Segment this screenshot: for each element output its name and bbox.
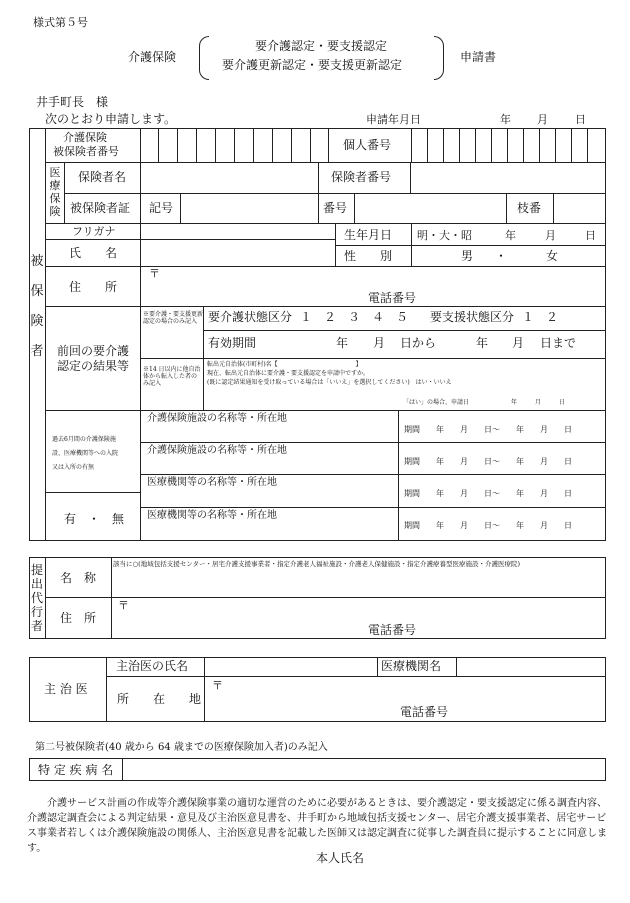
- medical-side-label: 医療保険: [49, 166, 61, 218]
- name-label: 氏 名: [69, 246, 118, 260]
- left-brace: [199, 36, 209, 80]
- date-year: 年: [500, 113, 511, 126]
- validity-until-year: 年: [476, 336, 489, 350]
- validity-from-year: 年: [336, 336, 349, 350]
- facility-row-1-field[interactable]: [141, 426, 397, 441]
- agent-phone-label: 電話番号: [368, 623, 417, 637]
- support-level-label: 要支援状態区分: [430, 310, 515, 324]
- doctor-name-field[interactable]: [205, 658, 376, 675]
- postal-mark: 〒: [149, 267, 160, 280]
- secondary-note: 第二号被保険者(40 歳から 64 歳までの医療保険加入者)のみ記入: [35, 742, 328, 753]
- signature-label: 本人氏名: [316, 851, 365, 865]
- transfer-line-2: 現在、転出元自治体に要介護・要支援認定を申請中ですか。: [207, 370, 370, 377]
- validity-label: 有効期間: [208, 336, 257, 350]
- number-label: 番号: [323, 201, 348, 215]
- agent-name-note[interactable]: 該当に○(地域包括支援センター・居宅介護支援事業者・指定介護老人福祉施設・介護老人保健施設・指定介護療養型医療施設・介護医療院): [113, 560, 520, 568]
- insurer-name-field[interactable]: [141, 163, 317, 192]
- branch-field[interactable]: [554, 194, 605, 222]
- institution-label: 医療機関名: [381, 659, 442, 673]
- validity-from: 日から: [400, 336, 437, 350]
- renewal-note: ※要介護・要支援更新認定の場合のみ記入: [143, 311, 204, 326]
- support-levels[interactable]: １ ２: [522, 310, 559, 324]
- insurance-label: 介護保険: [128, 50, 177, 64]
- title-line-2: 要介護更新認定・要支援更新認定: [222, 58, 403, 72]
- furigana-label: フリガナ: [72, 225, 116, 238]
- validity-until-month: 月: [512, 336, 525, 350]
- date-month: 月: [537, 113, 548, 126]
- facility-row-2-field[interactable]: [141, 458, 397, 473]
- previous-label-1: 前回の要介護: [57, 344, 130, 358]
- insured-number-boxes[interactable]: [140, 128, 328, 162]
- validity-until: 日まで: [540, 336, 577, 350]
- disease-label: 特 定 疾 病 名: [38, 763, 114, 777]
- date-label: 申請年月日: [366, 113, 421, 126]
- facility-row-3-field[interactable]: [141, 490, 397, 505]
- gender-label: 性 別: [344, 249, 393, 263]
- facility-row-4-field[interactable]: [141, 523, 397, 539]
- form-number: 様式第５号: [33, 16, 88, 29]
- addressee: 井手町長 様: [36, 95, 109, 109]
- application-label: 申請書: [460, 50, 497, 64]
- doctor-postal-mark: 〒: [212, 679, 223, 692]
- facility-row-1-label: 介護保険施設の名称等・所在地: [147, 413, 287, 424]
- facility-label-2: 設、医療機関等への入院: [52, 450, 119, 457]
- insured-number-label-2: 被保険者番号: [53, 145, 119, 158]
- disease-field[interactable]: [123, 759, 605, 780]
- doctor-phone-label: 電話番号: [400, 705, 449, 719]
- doctor-location-label: 所 在 地: [117, 692, 202, 706]
- facility-row-1-period[interactable]: 期間 年 月 日～ 年 月 日: [404, 425, 572, 434]
- birth-day: 日: [585, 229, 596, 242]
- personal-number-boxes[interactable]: [411, 128, 606, 162]
- institution-field[interactable]: [457, 658, 605, 675]
- furigana-field[interactable]: [141, 224, 334, 238]
- birth-month: 月: [545, 229, 556, 242]
- care-level-label: 要介護状態区分: [208, 310, 293, 324]
- birth-label: 生年月日: [344, 228, 393, 242]
- facility-row-4-period[interactable]: 期間 年 月 日～ 年 月 日: [404, 521, 572, 530]
- transfer-line-4[interactable]: 「はい」の場合、申請日 年 月 日: [403, 399, 566, 406]
- insurer-name-label: 保険者名: [78, 170, 127, 184]
- personal-number-label: 個人番号: [343, 138, 392, 152]
- facility-label-3: 又は入所の有無: [52, 464, 95, 471]
- consent-text: 介護サービス計画の作成等介護保険事業の適切な運営のために必要があるときは、要介護認定・要支援認定に係る調査内容、介護認定調査会による判定結果・意見及び主治医意見書を、井手町から地域包括支援センター、居宅介護支援事業者、居宅サービス事業者若しくは介護保険施設の関係人、主治医意見書を記載した医師又は認定調査に従事した調査員に提示することに同意します。: [27, 798, 607, 854]
- symbol-field[interactable]: [181, 194, 317, 222]
- card-label: 被保険者証: [70, 201, 131, 215]
- facility-row-2-label: 介護保険施設の名称等・所在地: [147, 445, 287, 456]
- date-day: 日: [575, 113, 586, 126]
- gender-male[interactable]: 男: [461, 249, 474, 263]
- title-line-1: 要介護認定・要支援認定: [255, 39, 388, 53]
- previous-label-2: 認定の結果等: [57, 359, 130, 373]
- gender-dot: ・: [495, 249, 508, 263]
- address-label: 住 所: [69, 280, 118, 294]
- insurer-number-field[interactable]: [411, 163, 605, 192]
- phone-label: 電話番号: [368, 291, 417, 305]
- insured-side-label: 被保険者: [30, 254, 44, 359]
- right-brace: [434, 36, 444, 80]
- symbol-label: 記号: [149, 201, 174, 215]
- facility-row-4-label: 医療機関等の名称等・所在地: [147, 510, 277, 521]
- number-field[interactable]: [355, 194, 505, 222]
- signature-field[interactable]: [370, 848, 600, 868]
- insured-number-label-1: 介護保険: [63, 131, 107, 144]
- facility-label-1: 過去6月間の介護保険施: [52, 436, 116, 443]
- birth-eras: 明・大・昭: [417, 229, 472, 242]
- validity-from-month: 月: [373, 336, 386, 350]
- agent-side-label: 提出代行者: [30, 563, 43, 633]
- transfer-note: ※14 日以内に他自治体から転入した者のみ記入: [143, 366, 201, 388]
- agent-address-field[interactable]: [112, 598, 605, 638]
- agent-address-label: 住 所: [60, 611, 97, 625]
- branch-label: 枝番: [517, 201, 542, 215]
- facility-row-3-period[interactable]: 期間 年 月 日～ 年 月 日: [404, 489, 572, 498]
- insurer-number-label: 保険者番号: [331, 170, 392, 184]
- doctor-name-label: 主治医の氏名: [116, 659, 189, 673]
- gender-female[interactable]: 女: [546, 249, 559, 263]
- agent-name-field[interactable]: [112, 572, 605, 596]
- care-levels[interactable]: １ ２ ３ ４ ５: [300, 310, 409, 324]
- name-field[interactable]: [141, 240, 334, 265]
- facility-row-2-period[interactable]: 期間 年 月 日～ 年 月 日: [404, 457, 572, 466]
- agent-name-label: 名 称: [60, 571, 97, 585]
- facility-yes-no[interactable]: 有 ・ 無: [64, 512, 125, 526]
- request-text: 次のとおり申請します。: [45, 112, 177, 126]
- birth-year: 年: [505, 229, 516, 242]
- transfer-line-1[interactable]: 転出元自治体(市町村)名【 】: [207, 361, 362, 368]
- facility-row-3-label: 医療機関等の名称等・所在地: [147, 477, 277, 488]
- doctor-label: 主 治 医: [44, 682, 88, 696]
- transfer-line-3[interactable]: (既に認定結果通知を受け取っている場合は「いいえ」を選択してください) はい・いいえ: [207, 379, 452, 386]
- agent-postal-mark: 〒: [118, 599, 129, 612]
